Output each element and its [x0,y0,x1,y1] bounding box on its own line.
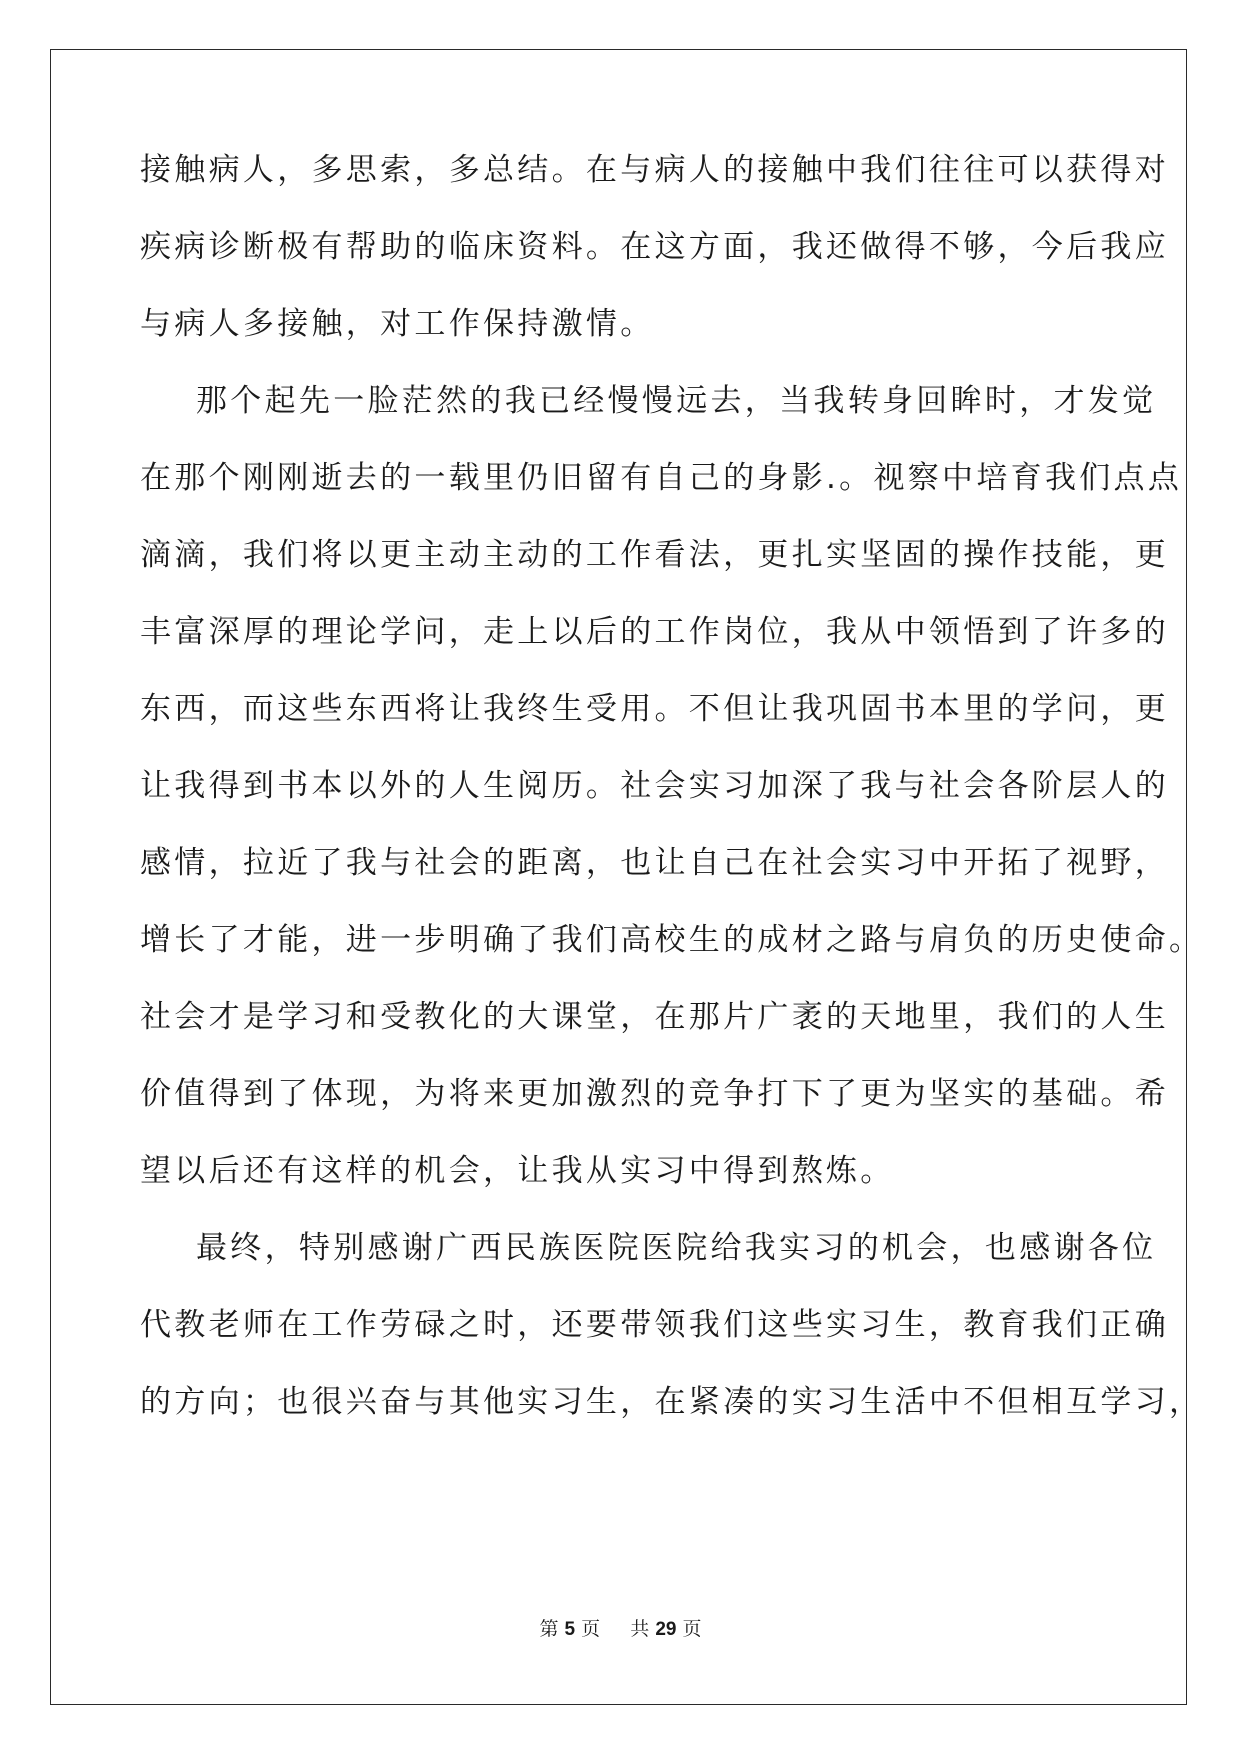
paragraph-line: 与病人多接触，对工作保持激情。 [140,306,655,342]
paragraph-line: 价值得到了体现，为将来更加激烈的竞争打下了更为坚实的基础。希 [140,1076,1169,1112]
paragraph-line: 在那个刚刚逝去的一载里仍旧留有自己的身影.。视察中培育我们点点 [140,460,1183,496]
paragraph-line: 疾病诊断极有帮助的临床资料。在这方面，我还做得不够，今后我应 [140,229,1169,265]
paragraph-line: 最终，特别感谢广西民族医院医院给我实习的机会，也感谢各位 [196,1230,1157,1266]
total-pages: 29 [655,1619,677,1640]
paragraph-line: 丰富深厚的理论学问，走上以后的工作岗位，我从中领悟到了许多的 [140,614,1169,650]
paragraph-line: 那个起先一脸茫然的我已经慢慢远去，当我转身回眸时，才发觉 [196,383,1157,419]
total-suffix: 页 [682,1618,702,1640]
paragraph-line: 滴滴，我们将以更主动主动的工作看法，更扎实坚固的操作技能，更 [140,537,1169,573]
page-prefix: 第 [539,1618,559,1640]
page-suffix: 页 [581,1618,601,1640]
page-number: 5 [564,1619,576,1640]
total-prefix: 共 [630,1618,650,1640]
paragraph-line: 代教老师在工作劳碌之时，还要带领我们这些实习生，教育我们正确 [140,1307,1169,1343]
paragraph-line: 社会才是学习和受教化的大课堂，在那片广袤的天地里，我们的人生 [140,999,1169,1035]
paragraph-line: 增长了才能，进一步明确了我们高校生的成材之路与肩负的历史使命。 [140,922,1204,958]
paragraph-line: 望以后还有这样的机会，让我从实习中得到熬炼。 [140,1153,895,1189]
paragraph-line: 的方向；也很兴奋与其他实习生，在紧凑的实习生活中不但相互学习， [140,1384,1204,1420]
paragraph-line: 接触病人，多思索，多总结。在与病人的接触中我们往往可以获得对 [140,152,1169,188]
paragraph-line: 让我得到书本以外的人生阅历。社会实习加深了我与社会各阶层人的 [140,768,1169,804]
page-footer [0,1617,1241,1642]
paragraph-line: 东西，而这些东西将让我终生受用。不但让我巩固书本里的学问，更 [140,691,1169,727]
paragraph-line: 感情，拉近了我与社会的距离，也让自己在社会实习中开拓了视野， [140,845,1169,881]
